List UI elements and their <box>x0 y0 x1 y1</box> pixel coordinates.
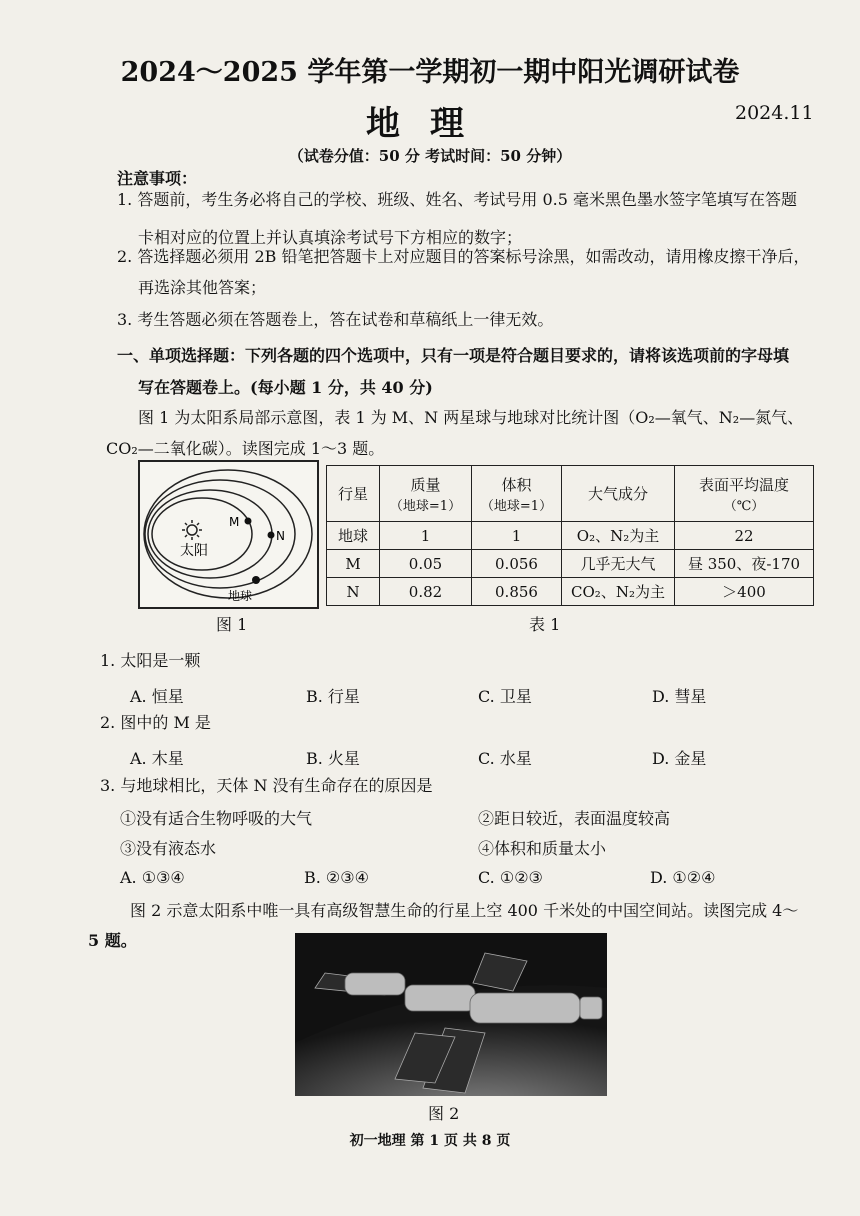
q3-option-a: A. ①③④ <box>120 868 185 887</box>
q2-option-c: C. 水星 <box>478 749 532 768</box>
figure1-caption: 图 1 <box>216 615 248 634</box>
table-cell: 1 <box>380 522 472 550</box>
table-cell: 昼 350、夜-170 <box>675 550 814 578</box>
planet-m-label: M <box>229 515 240 529</box>
planet-n-label: N <box>276 529 285 543</box>
header-volume <box>472 466 562 522</box>
figure2-space-station-photo <box>295 933 607 1096</box>
q1-option-b: B. 行星 <box>306 687 360 706</box>
table-cell: O₂、N₂为主 <box>562 522 675 550</box>
header-mass-unit: （地球=1） <box>389 498 462 514</box>
table-cell: 0.856 <box>472 578 562 606</box>
planet-n-dot <box>268 532 275 539</box>
header-volume-unit: （地球=1） <box>480 498 553 514</box>
question-1-stem: 1. 太阳是一颗 <box>100 651 201 670</box>
table1-caption: 表 1 <box>529 615 561 634</box>
notice-item-3: 3. 考生答题必须在答题卷上，答在试卷和草稿纸上一律无效。 <box>117 310 554 329</box>
table-cell: 0.05 <box>380 550 472 578</box>
q2-option-d: D. 金星 <box>652 749 707 768</box>
table-row <box>327 578 814 606</box>
q3-statement-2: ②距日较近，表面温度较高 <box>478 809 671 828</box>
figure1-solar-system-diagram <box>138 460 319 609</box>
header-mass-label: 质量 <box>410 475 441 494</box>
orbit-n <box>148 490 272 578</box>
table-cell: 地球 <box>327 522 380 550</box>
q3-option-d: D. ①②④ <box>650 868 716 887</box>
earth-label: 地球 <box>228 589 253 603</box>
table-cell: M <box>327 550 380 578</box>
header-volume-label: 体积 <box>501 475 532 494</box>
table-header-row <box>327 466 814 522</box>
q2-option-b: B. 火星 <box>306 749 360 768</box>
figure2-caption: 图 2 <box>428 1104 460 1123</box>
exam-title: 2024～2025 学年第一学期初一期中阳光调研试卷 <box>120 57 740 88</box>
score-info: （试卷分值：50 分 考试时间：50 分钟） <box>288 147 572 165</box>
header-temp <box>675 466 814 522</box>
sun-label: 太阳 <box>180 543 208 559</box>
orbit-m <box>152 498 252 570</box>
table-cell: N <box>327 578 380 606</box>
table-cell: ＞400 <box>675 578 814 606</box>
sun-icon <box>182 520 202 540</box>
subject-title: 地理 <box>366 104 494 144</box>
exam-date: 2024.11 <box>735 102 814 124</box>
table-row <box>327 522 814 550</box>
table-cell: 0.056 <box>472 550 562 578</box>
orbit-outer <box>144 470 312 598</box>
table1-planet-comparison <box>326 465 814 606</box>
orbit-diagram <box>140 462 317 607</box>
intro-line2: CO₂—二氧化碳）。读图完成 1～3 题。 <box>106 439 385 458</box>
figure2-intro-line1: 图 2 示意太阳系中唯一具有高级智慧生命的行星上空 400 千米处的中国空间站。读图完成 4～ <box>130 901 799 920</box>
notice-item-2-cont: 再选涂其他答案； <box>138 278 267 297</box>
table-cell: 1 <box>472 522 562 550</box>
header-temp-label: 表面平均温度 <box>698 475 789 494</box>
header-mass <box>380 466 472 522</box>
header-planet: 行星 <box>327 466 380 522</box>
intro-line1: 图 1 为太阳系局部示意图，表 1 为 M、N 两星球与地球对比统计图（O₂—氧气、N₂—氮气、 <box>138 408 804 427</box>
q3-statement-3: ③没有液态水 <box>120 839 217 858</box>
notice-item-1: 1. 答题前，考生务必将自己的学校、班级、姓名、考试号用 0.5 毫米黑色墨水签字笔填写在答题 <box>117 190 797 209</box>
q1-option-c: C. 卫星 <box>478 687 532 706</box>
section-heading-line1: 一、单项选择题：下列各题的四个选项中，只有一项是符合题目要求的，请将该选项前的字母填 <box>117 346 790 365</box>
table-cell: 0.82 <box>380 578 472 606</box>
section-heading-line2: 写在答题卷上。(每小题 1 分，共 40 分) <box>138 378 433 397</box>
page-footer: 初一地理 第 1 页 共 8 页 <box>349 1133 511 1149</box>
q3-option-c: C. ①②③ <box>478 868 543 887</box>
notice-heading: 注意事项： <box>117 169 198 188</box>
notice-item-2: 2. 答选择题必须用 2B 铅笔把答题卡上对应题目的答案标号涂黑，如需改动，请用橡皮擦干净后， <box>117 247 810 266</box>
planet-m-dot <box>245 518 252 525</box>
table-row <box>327 550 814 578</box>
q3-statement-4: ④体积和质量太小 <box>478 839 607 858</box>
table-cell: 22 <box>675 522 814 550</box>
question-2-stem: 2. 图中的 M 是 <box>100 713 211 732</box>
notice-item-1-cont: 卡相对应的位置上并认真填涂考试号下方相应的数字； <box>138 228 523 247</box>
space-station-image <box>295 933 607 1096</box>
header-atmosphere: 大气成分 <box>562 466 675 522</box>
header-temp-unit: （℃） <box>723 498 765 514</box>
table-cell: CO₂、N₂为主 <box>562 578 675 606</box>
q3-statement-1: ①没有适合生物呼吸的大气 <box>120 809 313 828</box>
question-3-stem: 3. 与地球相比，天体 N 没有生命存在的原因是 <box>100 776 433 795</box>
figure2-intro-line2: 5 题。 <box>88 931 137 950</box>
planet-earth-dot <box>252 576 260 584</box>
q3-option-b: B. ②③④ <box>304 868 369 887</box>
q2-option-a: A. 木星 <box>130 749 184 768</box>
table-cell: 几乎无大气 <box>562 550 675 578</box>
q1-option-a: A. 恒星 <box>130 687 184 706</box>
q1-option-d: D. 彗星 <box>652 687 707 706</box>
